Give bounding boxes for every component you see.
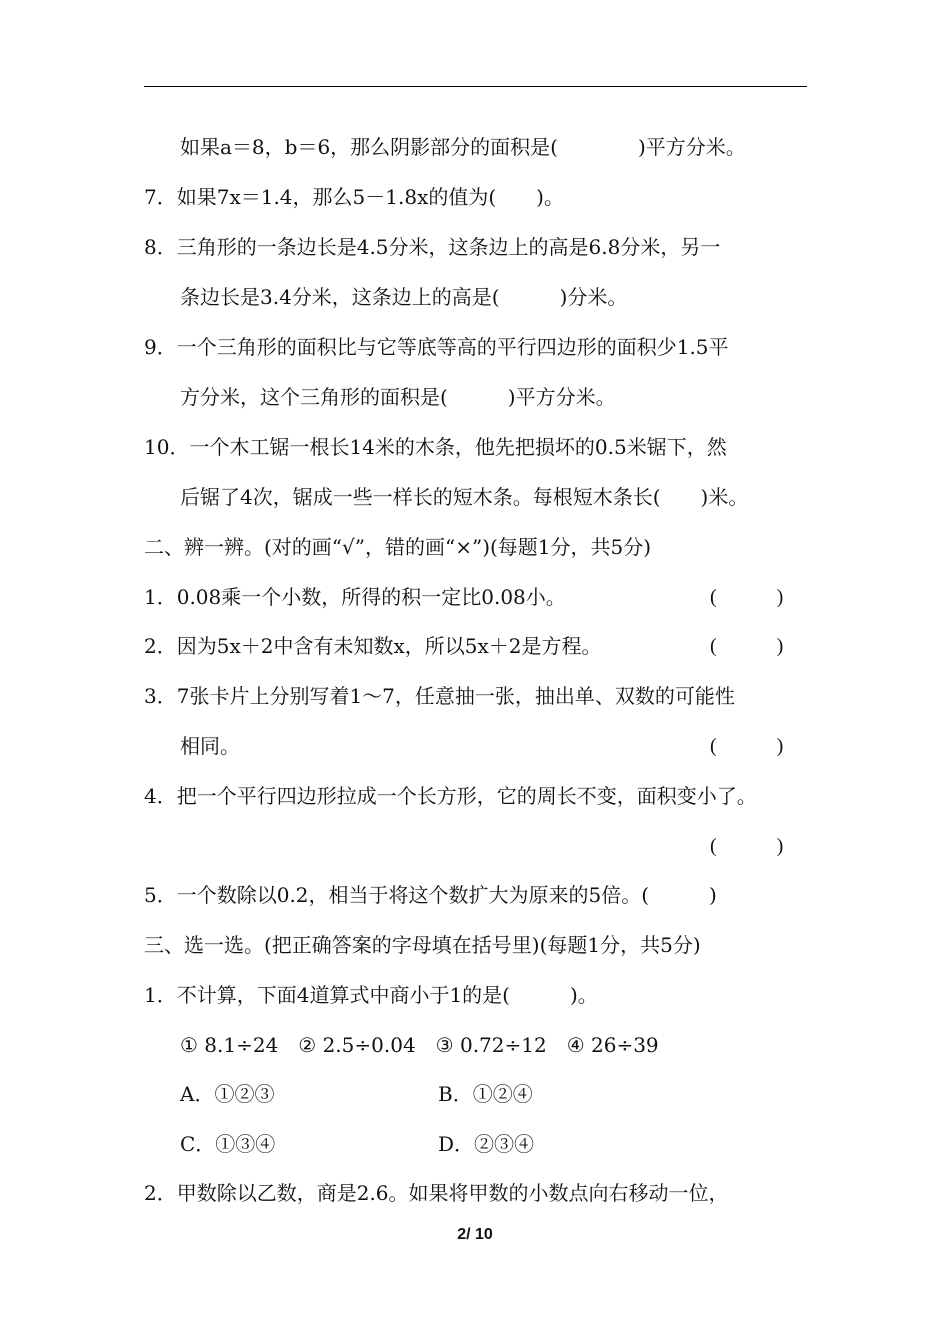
judge-1-bracket: ( )	[710, 586, 784, 608]
judge-3: 3．7张卡片上分别写着1～7，任意抽一张，抽出单、双数的可能性	[144, 684, 735, 708]
choice-1-option-b: B．①②④	[438, 1082, 533, 1106]
judge-2-bracket: ( )	[710, 635, 784, 657]
judge-1: 1．0.08乘一个小数，所得的积一定比0.08小。	[144, 585, 566, 609]
section-3-heading: 三、选一选。(把正确答案的字母填在括号里)(每题1分，共5分)	[144, 933, 701, 957]
question-7: 7．如果7x＝1.4，那么5－1.8x的值为( )。	[144, 185, 564, 209]
section-2-heading: 二、辨一辨。(对的画“√”，错的画“×”)(每题1分，共5分)	[144, 535, 652, 559]
judge-3-bracket: ( )	[710, 735, 784, 757]
question-9-continuation: 方分米，这个三角形的面积是( )平方分米。	[180, 385, 616, 409]
question-8-continuation: 条边长是3.4分米，这条边上的高是( )分米。	[180, 285, 628, 309]
question-10-continuation: 后锯了4次，锯成一些一样长的短木条。每根短木条长( )米。	[180, 485, 749, 509]
choice-2: 2．甲数除以乙数，商是2.6。如果将甲数的小数点向右移动一位，	[144, 1181, 729, 1205]
question-10: 10．一个木工锯一根长14米的木条，他先把损坏的0.5米锯下，然	[144, 435, 727, 459]
judge-4: 4．把一个平行四边形拉成一个长方形，它的周长不变，面积变小了。	[144, 784, 757, 808]
choice-1-option-c: C．①③④	[180, 1132, 276, 1156]
judge-4-bracket: ( )	[710, 835, 784, 857]
q6-continuation: 如果a＝8，b＝6，那么阴影部分的面积是( )平方分米。	[180, 135, 746, 159]
judge-2: 2．因为5x＋2中含有未知数x，所以5x＋2是方程。	[144, 634, 602, 658]
judge-5: 5．一个数除以0.2，相当于将这个数扩大为原来的5倍。( )	[144, 883, 717, 907]
choice-1-expressions: ① 8.1÷24 ② 2.5÷0.04 ③ 0.72÷12 ④ 26÷39	[180, 1033, 659, 1057]
question-9: 9．一个三角形的面积比与它等底等高的平行四边形的面积少1.5平	[144, 335, 729, 359]
judge-3-continuation: 相同。	[180, 734, 240, 758]
header-rule	[144, 86, 807, 87]
choice-1: 1．不计算，下面4道算式中商小于1的是( )。	[144, 983, 598, 1007]
choice-1-option-a: A．①②③	[180, 1082, 275, 1106]
page-number: 2/ 10	[457, 1226, 493, 1243]
choice-1-option-d: D．②③④	[438, 1132, 535, 1156]
question-8: 8．三角形的一条边长是4.5分米，这条边上的高是6.8分米，另一	[144, 235, 721, 259]
